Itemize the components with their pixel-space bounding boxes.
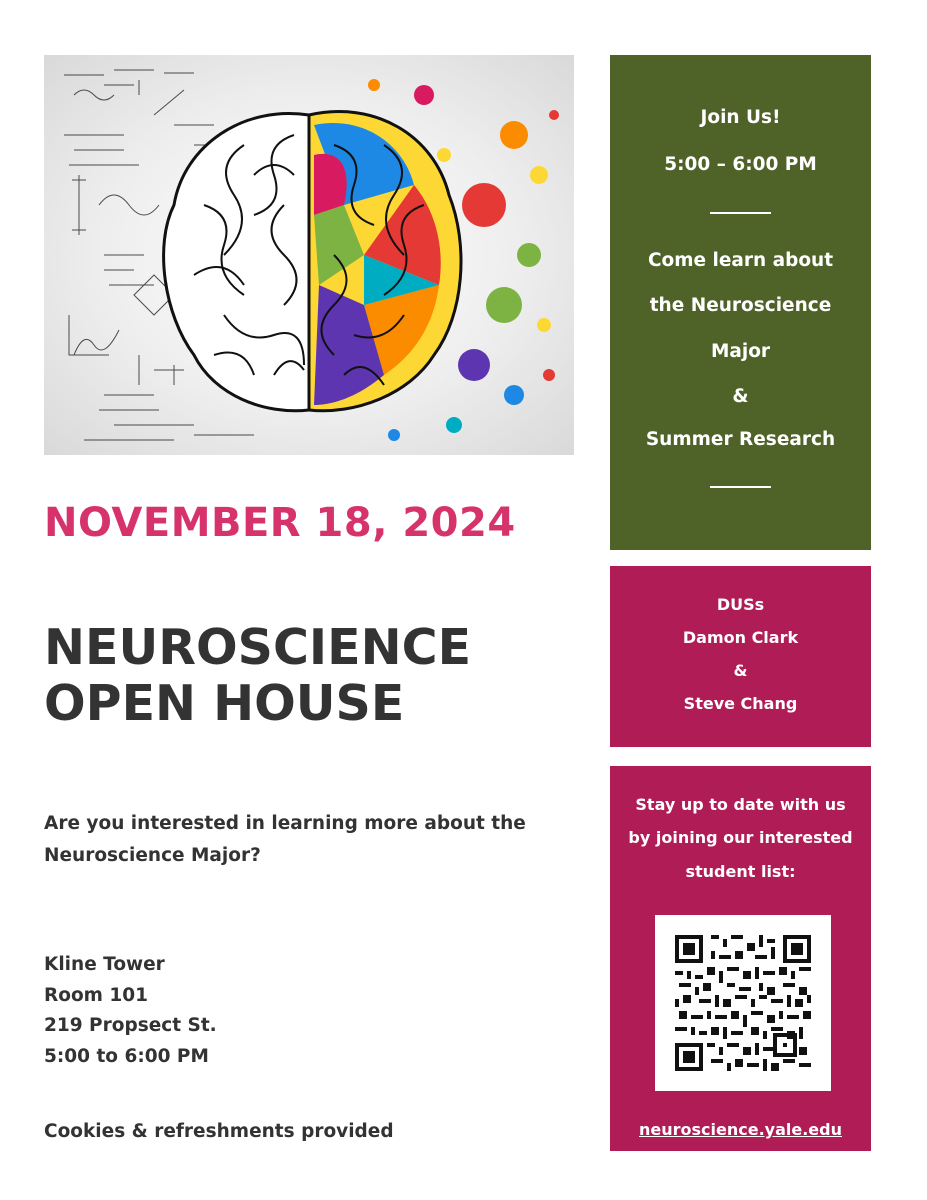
- join-heading: Join Us!: [700, 107, 781, 128]
- brain-illustration: [44, 55, 574, 455]
- intro-question: [44, 808, 589, 872]
- qr-code[interactable]: [655, 915, 831, 1091]
- divider-top: [710, 212, 771, 214]
- location-time: 5:00 to 6:00 PM: [44, 1045, 209, 1067]
- dus-heading: DUSs: [716, 595, 765, 614]
- location-room: Room 101: [44, 984, 148, 1006]
- list-line-3: student list:: [685, 862, 796, 881]
- website-link[interactable]: neuroscience.yale.edu: [639, 1120, 842, 1139]
- list-line-1: Stay up to date with us: [635, 795, 846, 814]
- join-ampersand: &: [732, 386, 749, 407]
- location-block: [44, 950, 374, 1072]
- join-us-panel: [610, 55, 871, 550]
- mailing-list-panel: [610, 766, 871, 1151]
- join-line-4: Summer Research: [645, 429, 836, 450]
- divider-bottom: [710, 486, 771, 488]
- location-street: 219 Propsect St.: [44, 1015, 217, 1036]
- page-title: [44, 620, 584, 732]
- dus-name-1: Damon Clark: [682, 628, 799, 647]
- location-building: Kline Tower: [44, 954, 165, 975]
- join-line-2: the Neuroscience: [649, 295, 832, 316]
- title-line-1: NEUROSCIENCE: [44, 619, 472, 676]
- dus-ampersand: &: [733, 661, 748, 680]
- join-line-1: Come learn about: [647, 250, 834, 271]
- intro-line-1: Are you interested in learning more about the: [44, 813, 526, 834]
- refreshments-note: Cookies & refreshments provided: [44, 1121, 394, 1142]
- brain-illustration-icon: [44, 55, 574, 455]
- join-line-3: Major: [710, 341, 771, 362]
- intro-line-2: Neuroscience Major?: [44, 845, 261, 866]
- qr-code-icon: [675, 935, 811, 1071]
- join-time: 5:00 – 6:00 PM: [664, 154, 817, 175]
- event-date: NOVEMBER 18, 2024: [44, 500, 516, 546]
- dus-name-2: Steve Chang: [683, 694, 798, 713]
- title-line-2: OPEN HOUSE: [44, 675, 405, 732]
- dus-panel: [610, 566, 871, 747]
- list-line-2: by joining our interested: [628, 828, 853, 847]
